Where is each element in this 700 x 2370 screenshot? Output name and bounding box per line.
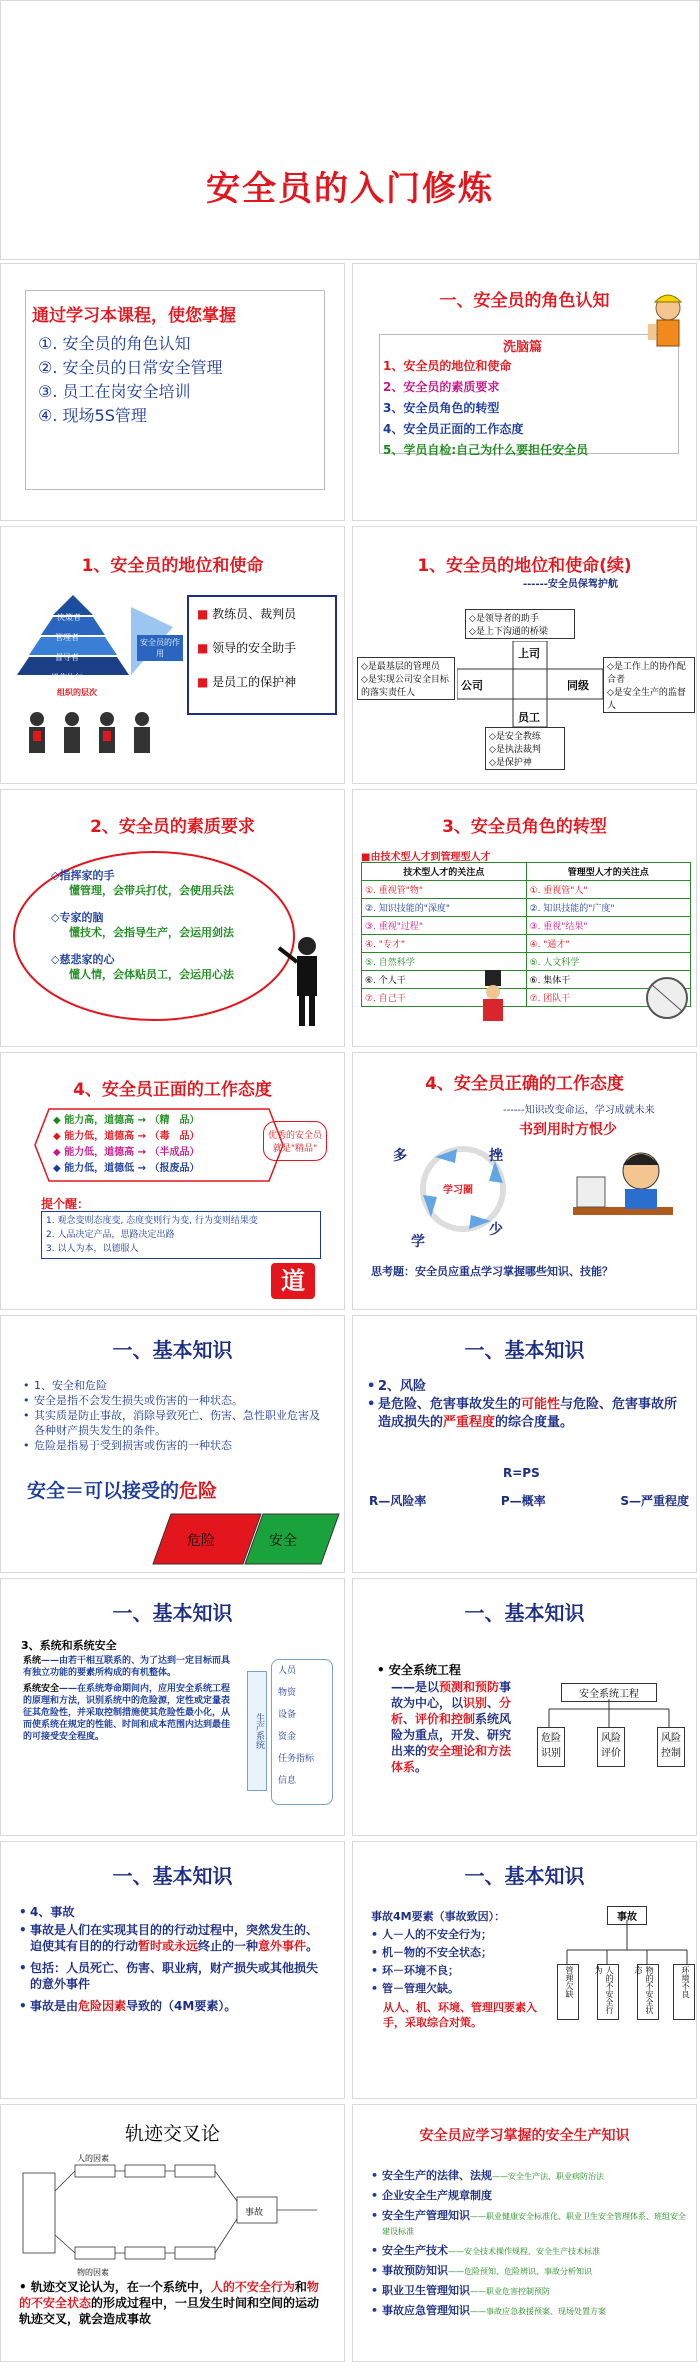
slide-knowledge-areas: [352, 2104, 697, 2362]
attitude-row: ◆ 能力低，道德高 → （半成品）: [53, 1147, 200, 1158]
factor-item: • 机－物的不安全状态；: [371, 1944, 531, 1962]
factor-box: 环境不良: [673, 1964, 695, 2020]
right-role-box: ◇是工作上的协作配合者 ◇是安全生产的监督人: [603, 657, 695, 713]
slide-accident: [0, 1841, 345, 2099]
trajectory-label: 事故: [245, 2208, 264, 2218]
goal-item: ②. 安全员的日常安全管理: [38, 358, 223, 377]
safe-label: 安全: [269, 1533, 297, 1549]
title-slide: [0, 0, 700, 260]
trajectory-label: 人的因素: [77, 2154, 109, 2163]
question: 思考题：安全员应重点学习掌握哪些知识、技能？: [371, 1265, 613, 1278]
label-left: 公司: [461, 679, 483, 692]
pyramid-caption: 组织的层次: [57, 688, 97, 697]
slide-title: 一、基本知识: [112, 1338, 233, 1362]
topic-item: 1、安全员的地位和使命: [383, 359, 512, 373]
system-element: 资金: [278, 1732, 297, 1742]
accident-definition: • 事故是人们在实现其目的的行动过程中，突然发生的、迫使其有目的的行动暂时或永远终止的一种意外事件。: [19, 1922, 329, 1954]
cycle-label: 多: [393, 1148, 407, 1164]
attitude-row: ◆ 能力低，道德高 → （毒 品）: [53, 1131, 200, 1142]
attitude-row: ◆ 能力高，道德高 → （精 品）: [53, 1115, 200, 1126]
slide-title: 1、安全员的地位和使命(续): [417, 556, 632, 576]
cycle-center: 学习圈: [443, 1185, 473, 1196]
trajectory-diagram: [17, 2151, 327, 2271]
table-header: 技术型人才的关注点: [362, 863, 527, 881]
bullet-item: • 危险是指易于受到损害或伤害的一种状态: [23, 1438, 323, 1453]
system-element: 信息: [278, 1776, 297, 1786]
slide-position-mission-cont: [352, 526, 697, 784]
factor-root-box: 事故: [607, 1906, 647, 1925]
factor-item: • 管－管理欠缺。: [371, 1980, 531, 1998]
tip-item: 1. 观念变则态度变, 态度变则行为变, 行为变则结果变: [46, 1216, 258, 1226]
role-item: ■ 领导的安全助手: [197, 641, 297, 655]
section-head: • 4、事故: [19, 1904, 329, 1920]
page-title: 安全员的入门修炼: [206, 169, 494, 209]
accident-scope: • 包括：人员死亡、伤害、职业病，财产损失或其他损失的意外事件: [19, 1960, 329, 1992]
cycle-label: 挫: [489, 1148, 503, 1164]
slide-quality-requirements: [0, 789, 345, 1047]
slide-title: 4、安全员正确的工作态度: [425, 1074, 624, 1094]
attitude-row: ◆ 能力低，道德低 → （报废品）: [53, 1163, 200, 1174]
slide-title: 轨迹交叉论: [124, 2123, 220, 2145]
knowledge-item: • 安全生产的法律、法规——安全生产法、职业病防治法: [371, 2169, 689, 2184]
tip-heading: 提个醒：: [41, 1197, 90, 1211]
factor-strategy: 从人、机、环境、管理四要素入手，采取综合对策。: [383, 2001, 537, 2029]
slide-course-goals: [0, 263, 345, 521]
section-head: 3、系统和系统安全: [21, 1639, 117, 1652]
accident-cause: • 事故是由危险因素导致的（4M要素）。: [19, 1998, 329, 2014]
role-item: ■ 教练员、裁判员: [197, 607, 297, 621]
drum-icon: [643, 974, 691, 1022]
dao-seal: 道: [271, 1263, 315, 1299]
system-element: 任务指标: [278, 1754, 315, 1764]
system-element: 人员: [278, 1666, 297, 1676]
slide-title: 一、基本知识: [112, 1864, 233, 1888]
table-header: 管理型人才的关注点: [526, 863, 691, 881]
label-right: 同级: [567, 679, 589, 692]
section-head: • 安全系统工程: [377, 1663, 461, 1677]
tip-item: 3. 以人为本，以德服人: [46, 1244, 139, 1254]
slide-title: 一、基本知识: [464, 1338, 585, 1362]
slide-title: 一、安全员的角色认知: [439, 291, 610, 311]
quality-head: ◇指挥家的手: [51, 869, 115, 882]
goal-item: ④. 现场5S管理: [38, 406, 147, 425]
cycle-label: 学: [411, 1234, 425, 1250]
table-row: ⑥. 个人干 ⑥. 集体干: [362, 971, 691, 989]
system-elements-label: 生产系统: [247, 1671, 267, 1791]
sse-child-box: 风险控制: [657, 1727, 685, 1767]
risk-def: S—严重程度: [620, 1494, 689, 1508]
slide-role-transition: [352, 789, 697, 1047]
slide-trajectory-theory: [0, 2104, 345, 2362]
knowledge-item: • 企业安全生产规章制度: [371, 2189, 689, 2204]
section-head: 事故4M要素（事故致因）：: [371, 1910, 506, 1923]
danger-label: 危险: [187, 1533, 215, 1549]
top-role-box: ◇是领导者的助手 ◇是上下沟通的桥梁: [465, 609, 575, 639]
slide-safety-and-danger: [0, 1315, 345, 1573]
knowledge-item: • 安全生产技术——安全技术操作规程、安全生产技术标准: [371, 2244, 689, 2259]
table-row: ⑦. 自己干 ⑦. 团队干: [362, 989, 691, 1007]
factor-box: 管理欠缺: [557, 1964, 579, 2020]
knowledge-item: • 事故预防知识——危险预知、危险辨识、事故分析知识: [371, 2264, 689, 2279]
factor-box: 人的不安全行为: [597, 1964, 619, 2020]
bullet-item: • 安全是指不会发生损失或伤害的一种状态。: [23, 1393, 323, 1408]
quality-body: 懂技术，会指导生产，会运用剑法: [69, 926, 234, 939]
sse-text: ——是以预测和预防事故为中心，以识别、分析、评价和控制系统风险为重点，开发、研究出来的安全理论和方法体系。: [391, 1680, 512, 1774]
slide-system-safety: [0, 1578, 345, 1836]
slide-safety-system-engineering: [352, 1578, 697, 1836]
topic-subtitle: 洗脑篇: [503, 340, 543, 355]
bullet-item: • 1、安全和危险: [23, 1378, 323, 1393]
sse-child-box: 风险评价: [597, 1727, 625, 1767]
bottom-role-box: ◇是安全教练 ◇是执法裁判 ◇是保护神: [485, 727, 565, 770]
slide-title: 安全员应学习掌握的安全生产知识: [419, 2128, 630, 2144]
quality-head: ◇慈悲家的心: [51, 953, 115, 966]
pyramid-level: 操作执行: [51, 673, 83, 682]
system-element: 设备: [278, 1710, 297, 1720]
transition-table: [361, 862, 691, 1007]
pyramid-level: 督导者: [55, 653, 79, 662]
quality-body: 懂人情，会体贴员工，会运用心法: [69, 968, 234, 981]
risk-definition: • 是危险、危害事故发生的可能性与危险、危害事故所造成损失的严重程度的综合度量。: [367, 1396, 687, 1432]
sse-root-box: 安全系统工程: [561, 1683, 657, 1702]
label-down: 员工: [518, 711, 540, 724]
presenter-icon: [277, 932, 337, 1032]
knowledge-item: • 安全生产管理知识——职业健康安全标准化、职业卫生安全管理体系、班组安全建设标准: [371, 2209, 689, 2239]
role-badge: 安全员的作用: [137, 635, 183, 661]
bullet-item: • 2、风险: [367, 1378, 687, 1396]
left-role-box: ◇是最基层的管理员 ◇是实现公司安全目标的落实责任人: [357, 657, 455, 700]
table-row: ⑤. 自然科学 ⑤. 人文科学: [362, 953, 691, 971]
trajectory-label: 物的因素: [77, 2268, 109, 2277]
risk-def: P—概率: [500, 1494, 546, 1508]
slide-subtitle: ------知识改变命运，学习成就未来: [503, 1105, 655, 1116]
bullet-item: • 其实质是防止事故，消除导致死亡、伤害、急性职业危害及各种财产损失发生的条件。: [23, 1408, 323, 1438]
slide-title: 一、基本知识: [464, 1864, 585, 1888]
quality-body: 懂管理，会带兵打仗，会使用兵法: [69, 884, 234, 897]
factor-item: • 人－人的不安全行为；: [371, 1926, 531, 1944]
slogan: 书到用时方恨少: [519, 1122, 617, 1138]
sse-connector: [533, 1699, 683, 1729]
table-row: ①. 重视管"物" ①. 重视管"人": [362, 881, 691, 899]
transition-note: ■由技术型人才到管理型人才: [361, 852, 491, 863]
factor-box: 物的不安全状态: [637, 1964, 659, 2020]
slide-role-awareness: [352, 263, 697, 521]
system-text: 系统——由若干相互联系的、为了达到一定目标而具有独立功能的要素所构成的有机整体。 系统安全——在系统寿命期间内，应用安全系统工程的原理和方法，识别系统中的危险源，定性或定量表征其危险性，并采取控制措施使其危险性最小化，从而使系统在规定的性能、时间和成本范围内达到最佳的可接受安全程度。: [23, 1656, 231, 1742]
goal-item: ①. 安全员的角色认知: [38, 334, 191, 353]
slide-title: 2、安全员的素质要求: [90, 817, 255, 837]
goals-heading: 通过学习本课程，使您掌握: [32, 306, 236, 326]
slide-correct-attitude: [352, 1052, 697, 1310]
topic-item: 4、安全员正面的工作态度: [383, 422, 524, 436]
quality-head: ◇专家的脑: [51, 911, 104, 924]
pyramid-level: 管理者: [55, 633, 79, 642]
label-up: 上司: [518, 647, 540, 660]
cycle-label: 少: [489, 1222, 503, 1238]
soldier-icon: [473, 968, 513, 1028]
factor-item: • 环－环境不良；: [371, 1962, 531, 1980]
table-row: ③. 重视"过程" ③. 重视"结果": [362, 917, 691, 935]
goal-item: ③. 员工在岗安全培训: [38, 382, 191, 401]
topic-item: 5、学员自检:自己为什么要担任安全员: [383, 443, 589, 457]
knowledge-item: • 职业卫生管理知识——职业危害控制预防: [371, 2284, 689, 2299]
pyramid-level: 决策者: [57, 613, 81, 622]
table-row: ④. "专才" ④. "通才": [362, 935, 691, 953]
risk-formula: R=PS: [503, 1466, 540, 1480]
people-icon: [17, 705, 177, 765]
slide-title: 一、基本知识: [464, 1601, 585, 1625]
slide-risk: [352, 1315, 697, 1573]
excellent-badge: 优秀的安全员就是"精品": [263, 1121, 327, 1161]
slide-title: 4、安全员正面的工作态度: [73, 1080, 272, 1100]
worker-icon: [643, 286, 693, 356]
table-row: ②. 知识技能的"深度" ②. 知识技能的"广度": [362, 899, 691, 917]
slide-positive-attitude: [0, 1052, 345, 1310]
role-list: [187, 595, 337, 715]
role-item: ■ 是员工的保护神: [197, 675, 297, 689]
slide-title: 一、基本知识: [112, 1601, 233, 1625]
knowledge-item: • 事故应急管理知识——事故应急救援预案、现场处置方案: [371, 2304, 689, 2319]
trajectory-text: • 轨迹交叉论认为，在一个系统中，人的不安全行为和物的不安全状态的形成过程中，一旦发生时间和空间的运动轨迹交叉，就会造成事故: [19, 2280, 320, 2326]
slide-subtitle: ------安全员保驾护航: [523, 579, 618, 590]
danger-safe-bar: [151, 1512, 341, 1566]
topic-item: 2、安全员的素质要求: [383, 380, 500, 394]
safety-formula: 安全＝可以接受的危险: [27, 1480, 218, 1502]
tip-item: 2. 人品决定产品，思路决定出路: [46, 1230, 175, 1240]
studying-boy-icon: [563, 1137, 683, 1247]
risk-def: R—风险率: [369, 1494, 427, 1508]
sse-child-box: 危险识别: [537, 1727, 565, 1767]
slide-title: 1、安全员的地位和使命: [81, 556, 264, 576]
slide-position-mission: [0, 526, 345, 784]
goals-frame: [25, 290, 325, 490]
slide-4m-factors: [352, 1841, 697, 2099]
system-element: 物资: [278, 1688, 297, 1698]
slide-title: 3、安全员角色的转型: [442, 817, 607, 837]
topic-item: 3、安全员角色的转型: [383, 401, 500, 415]
